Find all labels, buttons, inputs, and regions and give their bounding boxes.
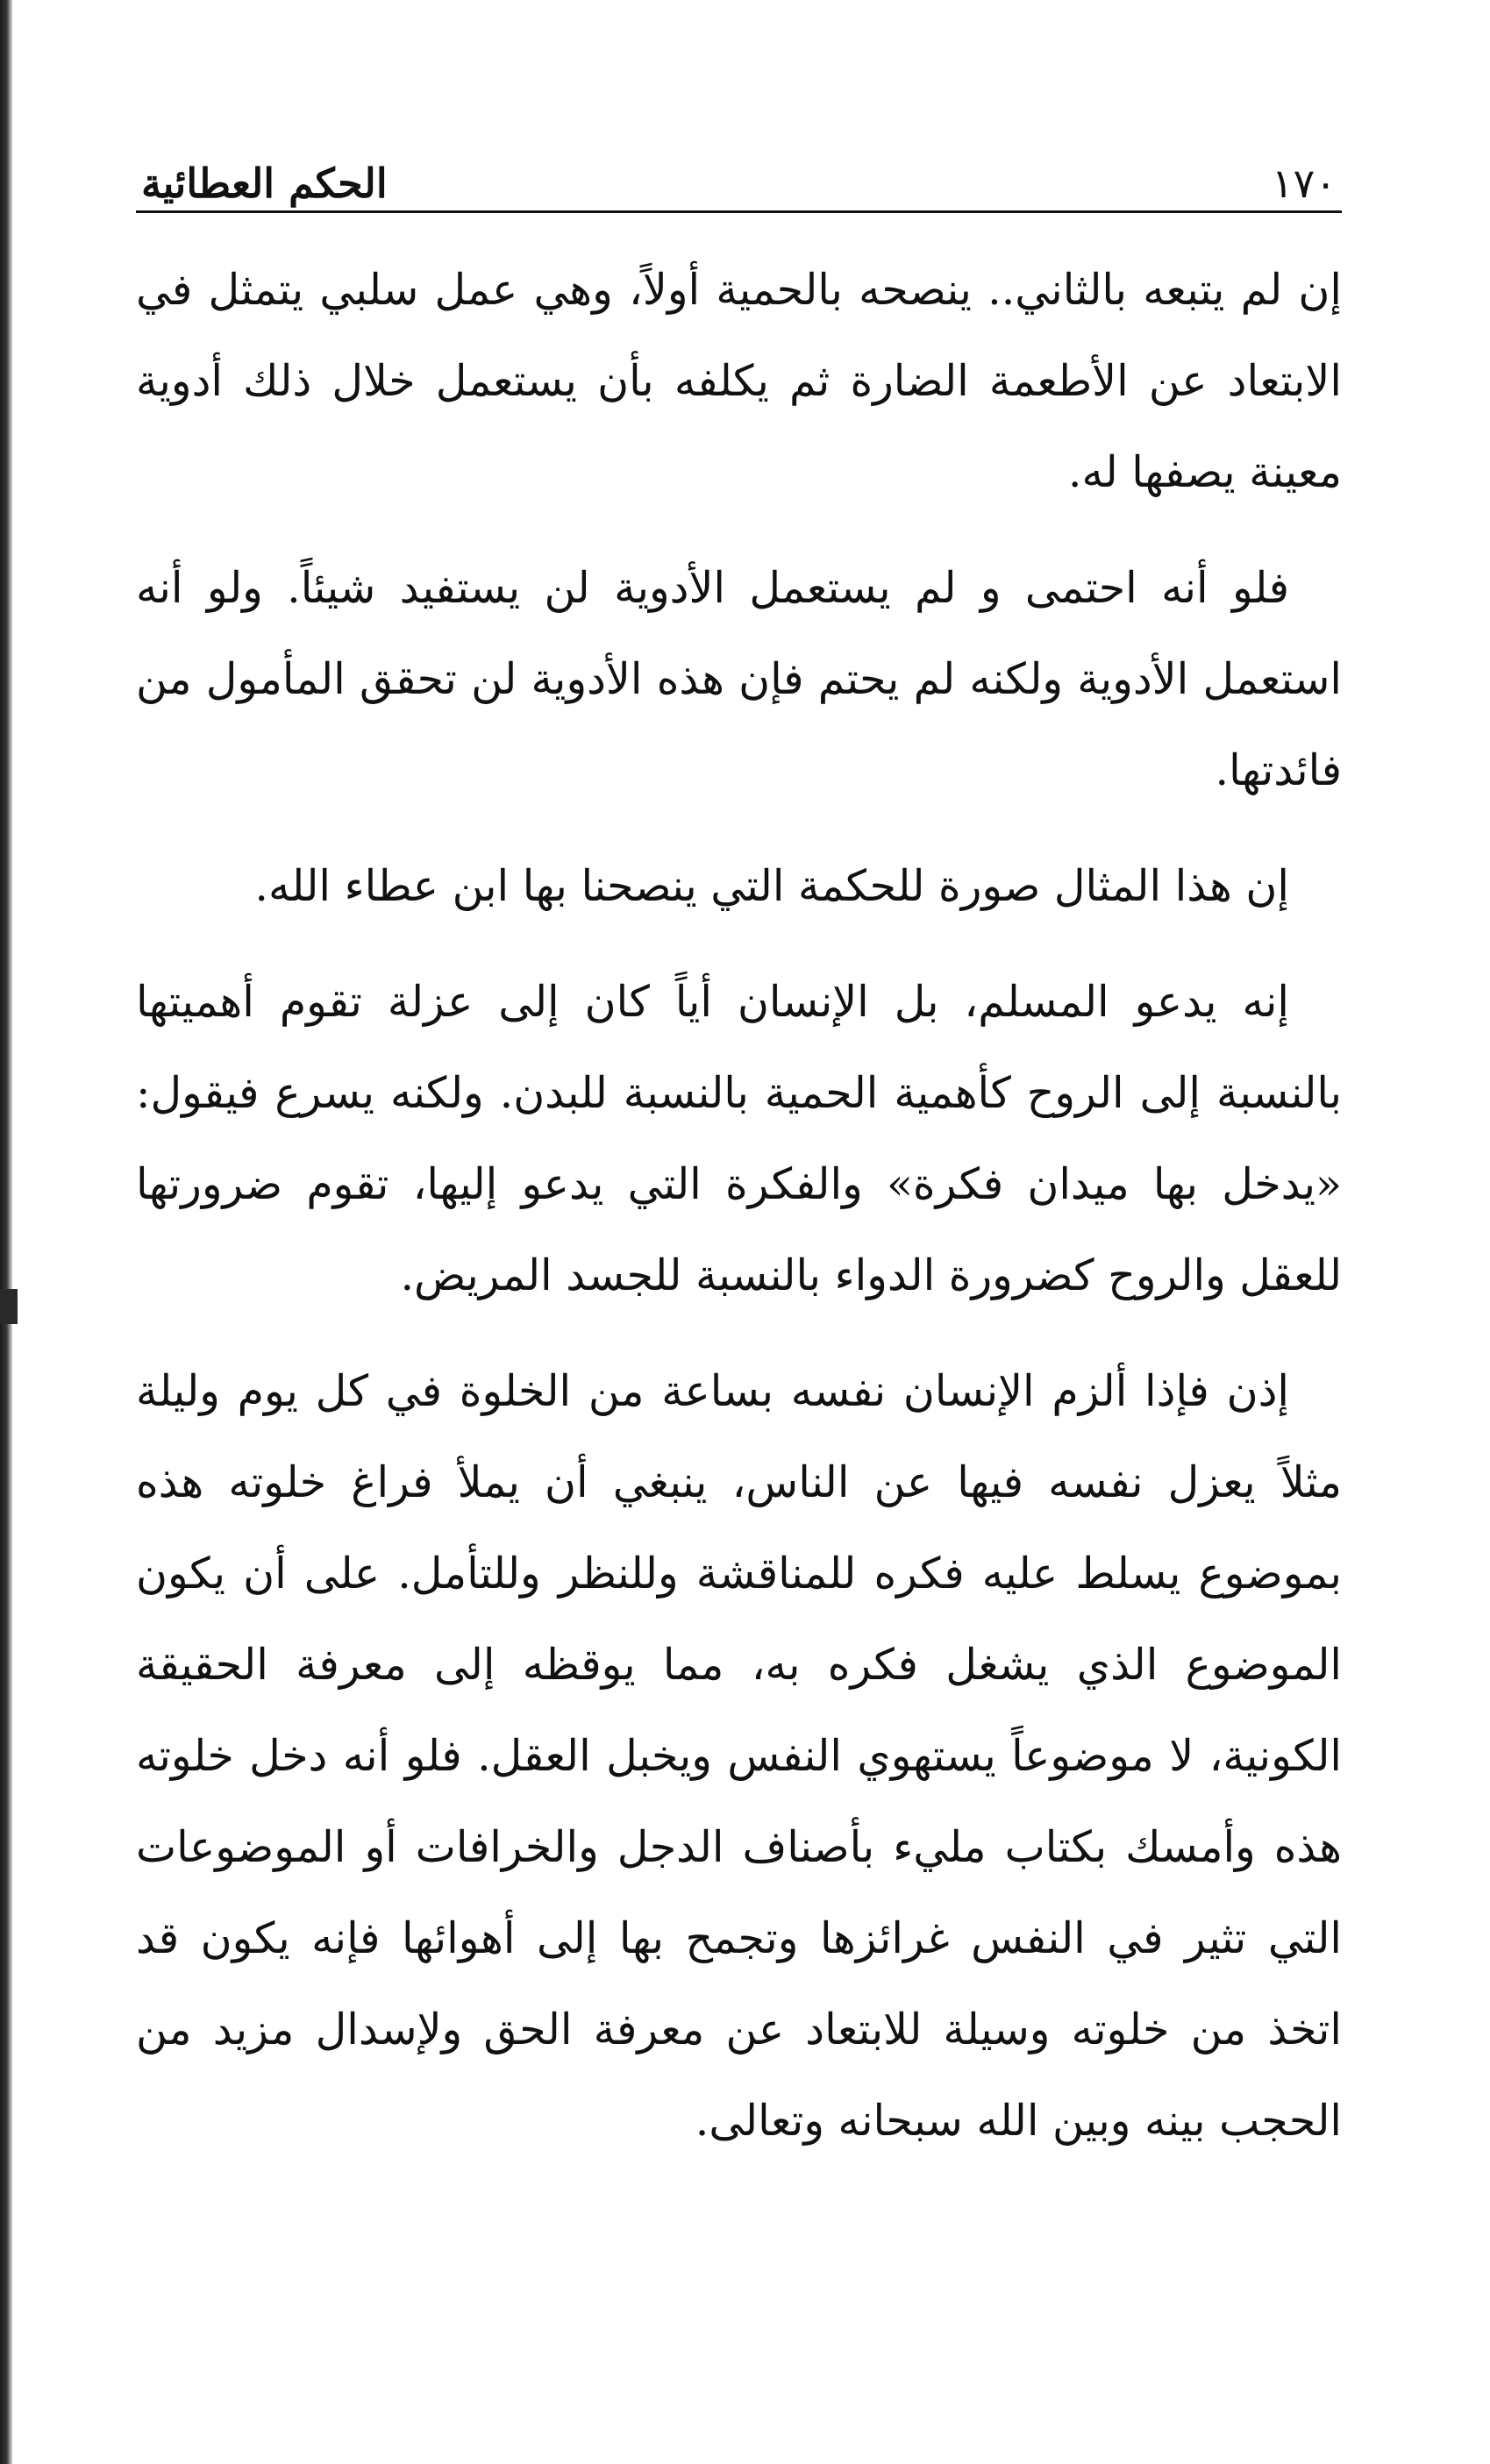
paragraph: إن هذا المثال صورة للحكمة التي ينصحنا بها ابن عطاء الله. <box>254 861 1289 911</box>
scan-edge-mark <box>0 1289 18 1324</box>
paragraph: فلو أنه احتمى و لم يستعمل الأدوية لن يستفيد شيئاً. ولو أنه استعمل الأدوية ولكنه لم يحتم فإن هذه الأدوية لن تحقق المأمول من فائدتها. <box>136 563 1342 795</box>
running-head <box>136 149 1342 213</box>
page-number: ١٧٠ <box>1271 160 1337 207</box>
paragraph: إذن فإذا ألزم الإنسان نفسه بساعة من الخلوة في كل يوم وليلة مثلاً يعزل نفسه فيها عن الناس، ينبغي أن يملأ فراغ خلوته هذه بموضوع يسلط عليه فكره للمناقشة وللنظر وللتأمل. على أن يكون الموضوع الذي يشغل فكره به، مما يوقظه إلى معرفة الحقيقة الكونية، لا موضوعاً يستهوي النفس ويخبل العقل. فلو أنه دخل خلوته هذه وأمسك بكتاب مليء بأصناف الدجل والخرافات أو الموضوعات التي تثير في النفس غرائزها وتجمح بها إلى أهوائها فإنه يكون قد اتخذ من خلوته وسيلة للابتعاد عن معرفة الحق ولإسدال مزيد من الحجب بينه وبين الله سبحانه وتعالى. <box>136 1366 1342 2146</box>
paragraph: إنه يدعو المسلم، بل الإنسان أياً كان إلى عزلة تقوم أهميتها بالنسبة إلى الروح كأهمية الحمية بالنسبة للبدن. ولكنه يسرع فيقول: «يدخل بها ميدان فكرة» والفكرة التي يدعو إليها، تقوم ضرورتها للعقل والروح كضرورة الدواء بالنسبة للجسد المريض. <box>136 977 1342 1300</box>
running-title: الحكم العطائية <box>141 160 388 207</box>
scan-edge-shadow <box>0 0 12 2464</box>
paragraph-continuation: إن لم يتبعه بالثاني.. ينصحه بالحمية أولاً، وهي عمل سلبي يتمثل في الابتعاد عن الأطعمة الضارة ثم يكلفه بأن يستعمل خلال ذلك أدوية معينة يصفها له. <box>136 265 1342 497</box>
body-text <box>136 245 1342 2167</box>
book-page <box>136 149 1342 2191</box>
